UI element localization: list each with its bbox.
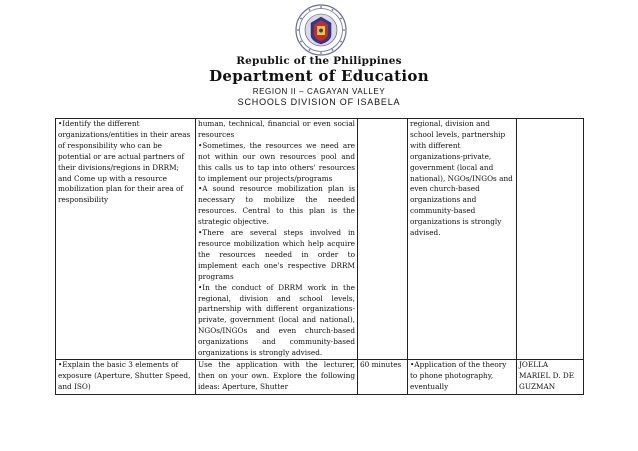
training-plan-table: [55, 118, 584, 395]
resource-person-cell: [517, 119, 584, 360]
application-cell: •Application of the theory to phone photography, eventually: [408, 359, 517, 394]
application-cell: regional, division and school levels, partnership with different organizations-private, government (local and national), NGOs/INGOs and even church-based organizations and community-based organizations is strongly advised.: [408, 119, 517, 360]
division-heading: SCHOOLS DIVISION OF ISABELA: [237, 97, 401, 107]
content-paragraph: human, technical, financial or even social resources: [198, 119, 355, 139]
objective-cell: •Explain the basic 3 elements of exposure (Aperture, Shutter Speed, and ISO): [56, 359, 196, 394]
content-cell: [196, 359, 358, 394]
content-paragraph: •A sound resource mobilization plan is necessary to mobilize the needed resources. Central to this plan is the strategic objective.: [198, 184, 355, 227]
table-row: [56, 359, 584, 394]
content-paragraph: Use the application with the lecturer, then on your own. Explore the following ideas: Aperture, Shutter: [198, 359, 355, 391]
table-row: [56, 119, 584, 360]
content-paragraph: •There are several steps involved in resource mobilization which help acquire the resources needed in order to implement each one's respective DRRM programs: [198, 228, 355, 281]
content-paragraph: •Sometimes, the resources we need are not within our own resources pool and this calls us to tap into others' resources to implement our projects/programs: [198, 140, 355, 183]
deped-seal-icon: [295, 4, 347, 56]
region-heading: REGION II – CAGAYAN VALLEY: [252, 87, 386, 96]
resource-person-cell: JOELLA MARIEL D. DE GUZMAN: [517, 359, 584, 394]
content-paragraph: •In the conduct of DRRM work in the regional, division and school levels, partnership with different organizations- private, government (local and national), NGOs/INGOs and even church-based organizations and community-based organizations is strongly advised.: [198, 282, 355, 358]
republic-heading: Republic of the Philippines: [236, 55, 402, 67]
time-cell: [358, 119, 408, 360]
time-cell: 60 minutes: [358, 359, 408, 394]
department-heading: Department of Education: [209, 67, 429, 85]
content-cell: [196, 119, 358, 360]
objective-cell: •Identify the different organizations/entities in their areas of responsibility who can be potential or are actual partners of their divisions/regions in DRRM; and Come up with a resource mobilization plan for their area of responsibility: [56, 119, 196, 360]
